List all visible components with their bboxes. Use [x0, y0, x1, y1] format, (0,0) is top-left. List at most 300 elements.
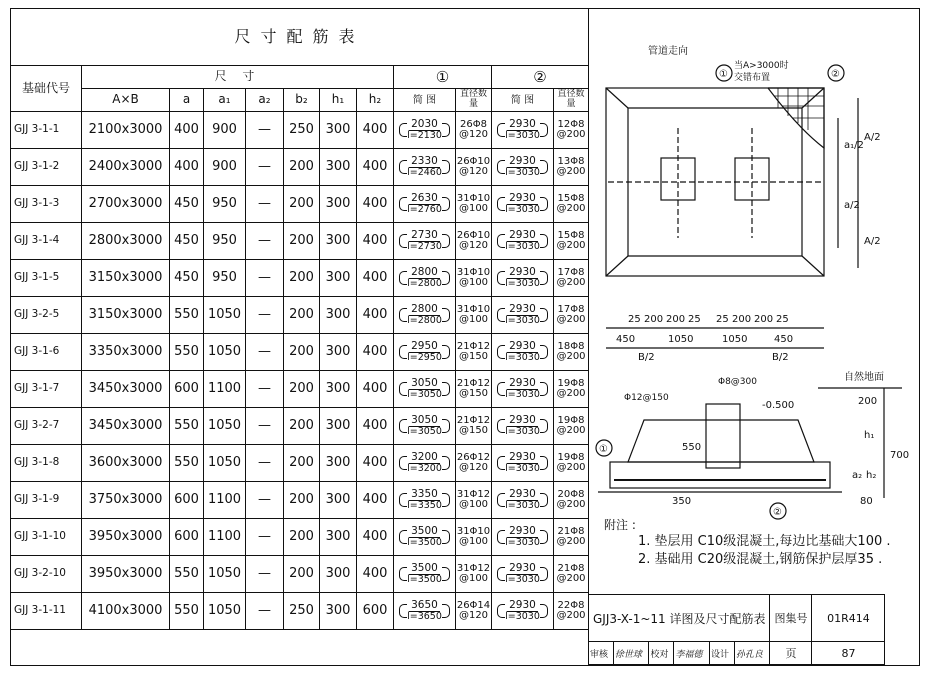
bar2-spacing: @200: [556, 462, 586, 473]
page-label: 页: [770, 642, 812, 665]
bar2-amount: [554, 334, 589, 371]
row-a1: 1050: [204, 334, 246, 371]
bar1-length: 2800: [411, 265, 438, 278]
row-h2: 400: [357, 260, 394, 297]
dim-25-1: 25: [628, 314, 641, 325]
hook-left-icon: [399, 123, 407, 137]
bar2-total: l=3030: [505, 389, 540, 401]
table-title: 尺寸配筋表: [11, 9, 589, 66]
row-a1: 1050: [204, 297, 246, 334]
bar1-sketch: [394, 334, 456, 371]
bar2-sketch: [492, 593, 554, 630]
row-a2: —: [246, 334, 284, 371]
bar2-sketch: [492, 186, 554, 223]
notes-title: 附注 :: [604, 518, 636, 532]
hook-right-icon: [540, 530, 548, 544]
page-number: 87: [812, 642, 885, 665]
row-a1: 1100: [204, 482, 246, 519]
row-h1: 300: [320, 556, 357, 593]
row-AxB: 3450x3000: [82, 371, 170, 408]
bar1-total: l=3050: [407, 389, 442, 401]
row-a1: 1050: [204, 408, 246, 445]
row-h2: 400: [357, 408, 394, 445]
bar1-length: 3350: [411, 487, 438, 500]
row-h1: 300: [320, 408, 357, 445]
hook-left-icon: [399, 345, 407, 359]
bar1-sketch: [394, 112, 456, 149]
bar1-total: l=2800: [407, 278, 442, 290]
dim-450-right: 450: [774, 334, 794, 345]
row-code: GJJ 3-1-1: [11, 112, 82, 149]
row-a2: —: [246, 482, 284, 519]
bar2-count: 19Φ8: [557, 377, 585, 389]
bar1-length: 3200: [411, 450, 438, 463]
atlas-number: 01R414: [812, 595, 885, 642]
dim-550: 550: [682, 442, 702, 453]
hook-left-icon: [497, 493, 505, 507]
bar2-count: 12Φ8: [557, 118, 585, 130]
bar1-sketch: [394, 149, 456, 186]
row-code: GJJ 3-1-3: [11, 186, 82, 223]
dim-a2: a₂: [852, 470, 863, 481]
hook-right-icon: [540, 493, 548, 507]
bar1-count: 31Φ10: [456, 192, 491, 204]
row-code: GJJ 3-1-11: [11, 593, 82, 630]
table-row: [11, 482, 589, 519]
hook-left-icon: [497, 530, 505, 544]
hook-left-icon: [399, 197, 407, 211]
row-a2: —: [246, 519, 284, 556]
bar2-length: 2930: [509, 487, 536, 500]
dim-200-4: 200: [754, 314, 774, 325]
hook-right-icon: [540, 271, 548, 285]
row-b2: 200: [284, 149, 320, 186]
bar2-spacing: @200: [556, 425, 586, 436]
row-a: 400: [170, 112, 204, 149]
bar1-length: 3050: [411, 376, 438, 389]
bar2-length: 2930: [509, 561, 536, 574]
row-AxB: 3150x3000: [82, 297, 170, 334]
hook-right-icon: [442, 271, 450, 285]
review-signature: 徐世球: [613, 642, 649, 665]
row-a2: —: [246, 556, 284, 593]
row-a: 550: [170, 556, 204, 593]
bar1-amount: [456, 297, 492, 334]
bar1-spacing: @100: [458, 203, 489, 214]
table-row: [11, 371, 589, 408]
bar2-amount: [554, 223, 589, 260]
bar2-length: 2930: [509, 376, 536, 389]
hook-left-icon: [497, 419, 505, 433]
bar2-spacing: @200: [556, 388, 586, 399]
bar1-count: 21Φ12: [456, 340, 491, 352]
dim-B-half-right: B/2: [772, 352, 789, 363]
bar1-sketch: [394, 482, 456, 519]
row-a: 600: [170, 482, 204, 519]
bar1-spacing: @100: [458, 314, 489, 325]
mark1-note-a: 当A>3000时: [734, 61, 789, 71]
bar2-spacing: @200: [556, 240, 586, 251]
bar1-amount: [456, 149, 492, 186]
hook-right-icon: [442, 419, 450, 433]
row-h2: 400: [357, 519, 394, 556]
hook-right-icon: [442, 160, 450, 174]
title-block: [588, 594, 885, 665]
row-a2: —: [246, 112, 284, 149]
bar1-sketch: [394, 593, 456, 630]
bar2-length: 2930: [509, 450, 536, 463]
bar1-total: l=2800: [407, 315, 442, 327]
row-a: 550: [170, 297, 204, 334]
header-code: 基础代号: [11, 66, 82, 112]
plan-mark-1: ①: [719, 69, 728, 80]
row-AxB: 2100x3000: [82, 112, 170, 149]
bar1-total: l=2130: [407, 130, 442, 142]
bar1-sketch: [394, 408, 456, 445]
row-a: 600: [170, 371, 204, 408]
dim-200-1: 200: [644, 314, 664, 325]
row-a1: 1050: [204, 593, 246, 630]
bar1-count: 26Φ10: [456, 229, 491, 241]
row-a: 450: [170, 260, 204, 297]
bar1-total: l=3050: [407, 426, 442, 438]
bar1-count: 26Φ8: [460, 118, 487, 130]
bar1-spacing: @120: [458, 129, 489, 140]
dim-A-half-bottom: A/2: [864, 236, 881, 247]
bar1-length: 3500: [411, 561, 438, 574]
bar1-length: 2950: [411, 339, 438, 352]
hook-right-icon: [442, 234, 450, 248]
bar1-count: 21Φ12: [456, 414, 491, 426]
hook-right-icon: [442, 493, 450, 507]
header-h2: h₂: [357, 89, 394, 112]
atlas-label: 图集号: [770, 595, 812, 642]
bar2-total: l=3030: [505, 167, 540, 179]
bar2-spacing: @200: [556, 610, 586, 621]
bar1-amount: [456, 112, 492, 149]
bar2-amount: [554, 445, 589, 482]
row-AxB: 3150x3000: [82, 260, 170, 297]
note-2: 2. 基础用 C20级混凝土,钢筋保护层厚35 .: [638, 552, 883, 567]
row-b2: 200: [284, 408, 320, 445]
row-h1: 300: [320, 149, 357, 186]
table-row: [11, 556, 589, 593]
bar2-count: 19Φ8: [557, 414, 585, 426]
bar2-spacing: @200: [556, 166, 586, 177]
hook-left-icon: [399, 160, 407, 174]
hook-right-icon: [540, 567, 548, 581]
bar2-spacing: @200: [556, 536, 586, 547]
header-bar2: ②: [492, 66, 589, 89]
hook-right-icon: [442, 456, 450, 470]
bar1-count: 31Φ10: [456, 525, 491, 537]
hook-left-icon: [399, 308, 407, 322]
bar1-amount: [456, 408, 492, 445]
row-a: 400: [170, 149, 204, 186]
dim-200-3: 200: [732, 314, 752, 325]
row-a1: 1100: [204, 519, 246, 556]
bar2-total: l=3030: [505, 352, 540, 364]
table-row: [11, 112, 589, 149]
bar2-length: 2930: [509, 413, 536, 426]
foundation-detail-drawing: [588, 8, 920, 594]
dim-a1-half: a₁/2: [844, 140, 864, 151]
bar1-spacing: @120: [458, 166, 489, 177]
hook-left-icon: [399, 567, 407, 581]
bar1-spacing: @150: [458, 388, 489, 399]
bar2-length: 2930: [509, 524, 536, 537]
notes: [604, 516, 891, 569]
row-a1: 1050: [204, 556, 246, 593]
bar1-spacing: @120: [458, 462, 489, 473]
row-h2: 400: [357, 334, 394, 371]
row-code: GJJ 3-1-4: [11, 223, 82, 260]
bar2-length: 2930: [509, 598, 536, 611]
row-AxB: 2400x3000: [82, 149, 170, 186]
row-code: GJJ 3-1-5: [11, 260, 82, 297]
bar2-count: 19Φ8: [557, 451, 585, 463]
hook-right-icon: [442, 197, 450, 211]
row-h1: 300: [320, 186, 357, 223]
hook-left-icon: [497, 160, 505, 174]
hook-left-icon: [399, 419, 407, 433]
hook-right-icon: [540, 160, 548, 174]
row-code: GJJ 3-2-5: [11, 297, 82, 334]
row-code: GJJ 3-2-7: [11, 408, 82, 445]
bar2-amount: [554, 593, 589, 630]
row-h1: 300: [320, 223, 357, 260]
dim-350: 350: [672, 496, 692, 507]
bar2-amount: [554, 149, 589, 186]
row-b2: 200: [284, 556, 320, 593]
bar2-amount: [554, 112, 589, 149]
dim-200-2: 200: [666, 314, 686, 325]
bar2-count: 15Φ8: [557, 229, 585, 241]
bar2-spacing: @200: [556, 277, 586, 288]
bar2-amount: [554, 371, 589, 408]
table-row: [11, 519, 589, 556]
row-code: GJJ 3-1-7: [11, 371, 82, 408]
bar2-sketch: [492, 482, 554, 519]
bar1-length: 3500: [411, 524, 438, 537]
bar1-amount: [456, 186, 492, 223]
hook-right-icon: [442, 530, 450, 544]
bar2-length: 2930: [509, 228, 536, 241]
table-row: [11, 593, 589, 630]
section-mark-2: ②: [773, 507, 782, 518]
section-pedestal: [706, 404, 740, 468]
hook-right-icon: [540, 456, 548, 470]
hook-left-icon: [399, 382, 407, 396]
row-AxB: 3600x3000: [82, 445, 170, 482]
hook-right-icon: [540, 234, 548, 248]
row-b2: 250: [284, 112, 320, 149]
bar2-sketch: [492, 519, 554, 556]
hook-left-icon: [399, 271, 407, 285]
row-h2: 400: [357, 371, 394, 408]
header-a: a: [170, 89, 204, 112]
bar2-amount: [554, 297, 589, 334]
bar2-total: l=3030: [505, 315, 540, 327]
header-AxB: A×B: [82, 89, 170, 112]
hook-left-icon: [497, 308, 505, 322]
note-1: 1. 垫层用 C10级混凝土,每边比基础大100 .: [638, 534, 891, 549]
row-a: 550: [170, 593, 204, 630]
bar1-length: 2800: [411, 302, 438, 315]
dim-h2: h₂: [866, 470, 877, 481]
header-dia-2: 直径数量: [554, 89, 589, 112]
bar2-sketch: [492, 334, 554, 371]
hook-left-icon: [497, 567, 505, 581]
bar2-total: l=3030: [505, 574, 540, 586]
bar1-spacing: @150: [458, 425, 489, 436]
bar1-sketch: [394, 371, 456, 408]
bar1-spacing: @100: [458, 499, 489, 510]
bar2-count: 17Φ8: [557, 303, 585, 315]
dim-25-3: 25: [716, 314, 729, 325]
row-a2: —: [246, 149, 284, 186]
bar1-length: 3650: [411, 598, 438, 611]
bar2-amount: [554, 482, 589, 519]
dim-25-2: 25: [688, 314, 701, 325]
bar1-sketch: [394, 519, 456, 556]
hook-right-icon: [442, 345, 450, 359]
row-b2: 200: [284, 260, 320, 297]
table-row: [11, 297, 589, 334]
row-h1: 300: [320, 371, 357, 408]
bar2-spacing: @200: [556, 129, 586, 140]
bar1-spacing: @100: [458, 536, 489, 547]
hook-right-icon: [442, 308, 450, 322]
bar2-total: l=3030: [505, 611, 540, 623]
bar1-count: 21Φ12: [456, 377, 491, 389]
table-row: [11, 186, 589, 223]
hook-right-icon: [540, 419, 548, 433]
bar1-spacing: @120: [458, 610, 489, 621]
row-code: GJJ 3-1-10: [11, 519, 82, 556]
hook-left-icon: [497, 197, 505, 211]
row-h1: 300: [320, 519, 357, 556]
hook-left-icon: [497, 123, 505, 137]
row-h1: 300: [320, 334, 357, 371]
dim-25-4: 25: [776, 314, 789, 325]
hook-left-icon: [399, 234, 407, 248]
row-code: GJJ 3-2-10: [11, 556, 82, 593]
row-a2: —: [246, 297, 284, 334]
row-a1: 900: [204, 149, 246, 186]
bar2-sketch: [492, 112, 554, 149]
bar1-amount: [456, 593, 492, 630]
bar2-sketch: [492, 260, 554, 297]
section-slope: [628, 420, 814, 462]
pipe-direction-label: 管道走向: [648, 46, 688, 57]
bar1-count: 26Φ10: [456, 155, 491, 167]
row-AxB: 2800x3000: [82, 223, 170, 260]
row-AxB: 3350x3000: [82, 334, 170, 371]
bar2-total: l=3030: [505, 204, 540, 216]
hook-left-icon: [399, 530, 407, 544]
dim-450-left: 450: [616, 334, 636, 345]
row-a1: 950: [204, 186, 246, 223]
bar2-sketch: [492, 371, 554, 408]
dim-700: 700: [890, 450, 910, 461]
hook-right-icon: [442, 123, 450, 137]
row-h2: 400: [357, 186, 394, 223]
bar1-total: l=3350: [407, 500, 442, 512]
hook-left-icon: [399, 456, 407, 470]
row-h2: 400: [357, 112, 394, 149]
review-label: 审核: [589, 642, 614, 665]
row-h2: 400: [357, 482, 394, 519]
table-row: [11, 260, 589, 297]
row-code: GJJ 3-1-6: [11, 334, 82, 371]
bar2-amount: [554, 408, 589, 445]
bar2-length: 2930: [509, 265, 536, 278]
bar1-total: l=3500: [407, 574, 442, 586]
bar1-total: l=2760: [407, 204, 442, 216]
header-a2: a₂: [246, 89, 284, 112]
hook-left-icon: [497, 234, 505, 248]
table-row: [11, 445, 589, 482]
header-dia-1: 直径数量: [456, 89, 492, 112]
row-b2: 200: [284, 223, 320, 260]
bar2-total: l=3030: [505, 537, 540, 549]
hook-left-icon: [399, 493, 407, 507]
bar2-count: 15Φ8: [557, 192, 585, 204]
row-b2: 200: [284, 297, 320, 334]
bar2-total: l=3030: [505, 278, 540, 290]
bar1-count: 31Φ10: [456, 266, 491, 278]
dim-200-section: 200: [858, 396, 878, 407]
hook-right-icon: [540, 604, 548, 618]
header-sketch-2: 简 图: [492, 89, 554, 112]
bar2-sketch: [492, 223, 554, 260]
bar2-count: 22Φ8: [557, 599, 585, 611]
bar1-count: 26Φ12: [456, 451, 491, 463]
dim-A-half-top: A/2: [864, 132, 881, 143]
row-h1: 300: [320, 260, 357, 297]
bar2-amount: [554, 186, 589, 223]
bar1-count: 31Φ10: [456, 303, 491, 315]
table-row: [11, 223, 589, 260]
bar1-total: l=2950: [407, 352, 442, 364]
bar1-total: l=3200: [407, 463, 442, 475]
table-row: [11, 408, 589, 445]
row-h1: 300: [320, 112, 357, 149]
row-a2: —: [246, 445, 284, 482]
row-h2: 400: [357, 297, 394, 334]
bar1-sketch: [394, 260, 456, 297]
bar1-total: l=3650: [407, 611, 442, 623]
bar2-length: 2930: [509, 154, 536, 167]
row-a1: 900: [204, 112, 246, 149]
dim-B-half-left: B/2: [638, 352, 655, 363]
bar2-spacing: @200: [556, 314, 586, 325]
header-bar1: ①: [394, 66, 492, 89]
row-code: GJJ 3-1-2: [11, 149, 82, 186]
bar1-amount: [456, 260, 492, 297]
dimension-rebar-table: [10, 8, 589, 630]
bar1-sketch: [394, 297, 456, 334]
section-mark-1: ①: [599, 444, 608, 455]
bar2-count: 18Φ8: [557, 340, 585, 352]
elevation-label: -0.500: [762, 400, 795, 411]
bar2-sketch: [492, 445, 554, 482]
bar2-amount: [554, 519, 589, 556]
row-a2: —: [246, 408, 284, 445]
row-AxB: 3750x3000: [82, 482, 170, 519]
design-signature: 孙孔良: [734, 642, 770, 665]
